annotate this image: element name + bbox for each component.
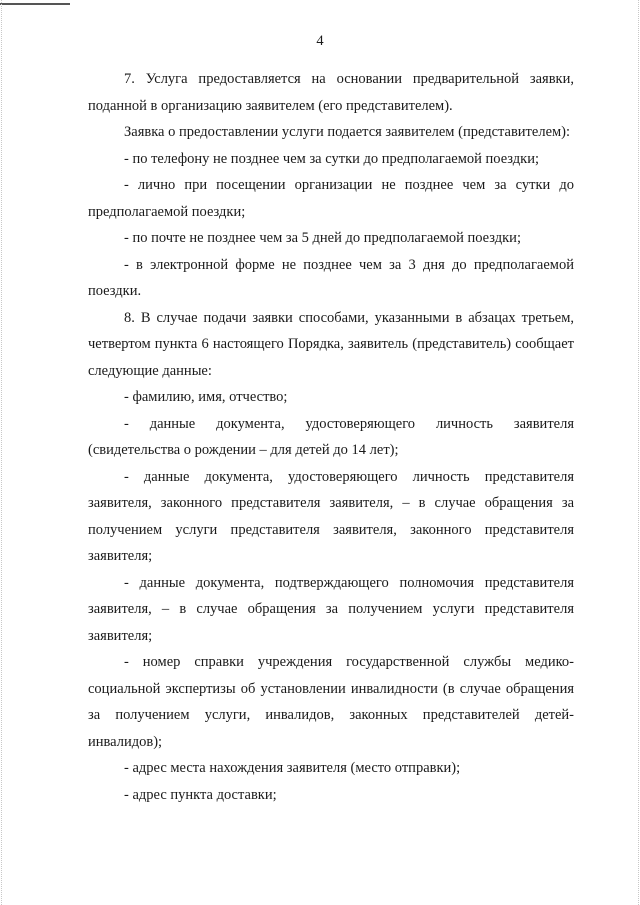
scan-left-edge xyxy=(1,0,2,905)
list-item: - данные документа, удостоверяющего личность заявителя (свидетельства о рождении – для детей до 14 лет); xyxy=(88,415,574,458)
list-item: - данные документа, подтверждающего полномочия представителя заявителя, – в случае обращения за получением услуги представителя заявителя; xyxy=(88,574,574,644)
list-item: - адрес места нахождения заявителя (место отправки); xyxy=(124,760,461,776)
paragraph: 8. В случае подачи заявки способами, указанными в абзацах третьем, четвертом пункта 6 настоящего Порядка, заявитель (представитель) сообщает следующие данные: xyxy=(88,309,574,379)
list-item: - по телефону не позднее чем за сутки до предполагаемой поездки; xyxy=(124,150,539,167)
scan-right-edge xyxy=(638,0,639,905)
document-body xyxy=(88,66,574,808)
paragraph: Заявка о предоставлении услуги подается заявителем (представителем): xyxy=(124,124,571,140)
page-number: 4 xyxy=(316,33,324,49)
list-item: - лично при посещении организации не позднее чем за сутки до предполагаемой поездки; xyxy=(88,177,574,220)
list-item: - номер справки учреждения государственной службы медико-социальной экспертизы об установлении инвалидности (в случае обращения за получением услуги, инвалидов, законных представителей детей-инвалидов); xyxy=(88,654,574,750)
list-item: - данные документа, удостоверяющего личность представителя заявителя, законного представителя заявителя, – в случае обращения за получением услуги представителя заявителя, законного представителя заявителя; xyxy=(88,468,574,564)
list-item: - в электронной форме не позднее чем за 3 дня до предполагаемой поездки. xyxy=(88,256,574,299)
list-item: - фамилию, имя, отчество; xyxy=(124,389,288,405)
list-item: - адрес пункта доставки; xyxy=(124,786,277,803)
paragraph: 7. Услуга предоставляется на основании предварительной заявки, поданной в организацию заявителем (его представителем). xyxy=(88,71,574,114)
list-item: - по почте не позднее чем за 5 дней до предполагаемой поездки; xyxy=(124,230,521,246)
scan-corner-line xyxy=(0,3,70,5)
